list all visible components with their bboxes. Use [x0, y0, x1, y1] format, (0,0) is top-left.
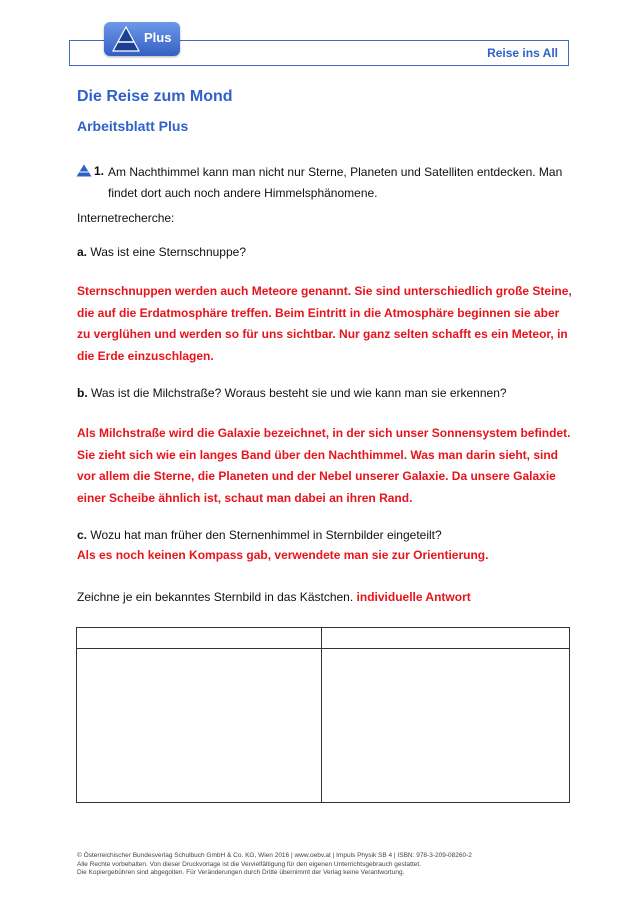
question-a-label: a. [77, 245, 88, 259]
answer-b: Als Milchstraße wird die Galaxie bezeichnet, in der sich unser Sonnensystem befindet. Sie zieht sich wie ein langes Band über den Nachthimmel. Was man darin sieht, sind vor allem die Sterne, die Planeten und der Nebel unserer Galaxie. Da unsere Galaxie einer Scheibe ähnlich ist, schaut man dabei an ihren Rand. [77, 426, 571, 505]
pyramid-logo-icon [112, 26, 140, 52]
header-title: Reise ins All [487, 46, 558, 60]
answer-c: Als es noch keinen Kompass gab, verwendete man sie zur Orientierung. [77, 548, 489, 562]
plus-logo [104, 22, 180, 56]
drawing-instruction-text: Zeichne je ein bekanntes Sternbild in das Kästchen. [77, 590, 354, 604]
task-text: Am Nachthimmel kann man nicht nur Sterne, Planeten und Satelliten entdecken. Man findet dort auch noch andere Himmelsphänomene. [108, 165, 563, 200]
table-header-divider [77, 648, 569, 649]
page-title: Die Reise zum Mond [77, 88, 233, 105]
page-subtitle: Arbeitsblatt Plus [77, 118, 189, 134]
footer-line-1: © Österreichischer Bundesverlag Schulbuch GmbH & Co. KG, Wien 2016 | www.oebv.at | Impuls Physik SB 4 | ISBN: 978-3-209-08260-2 [77, 852, 472, 859]
task-number: 1. [94, 164, 105, 178]
drawing-instruction [77, 587, 471, 608]
question-c-text: Wozu hat man früher den Sternenhimmel in Sternbilder eingeteilt? [90, 528, 442, 542]
task-pyramid-icon [76, 164, 92, 177]
footer-line-2: Alle Rechte vorbehalten. Von dieser Druckvorlage ist die Vervielfältigung für den eigenen Unterrichtsgebrauch gestattet. [77, 860, 421, 868]
question-a [77, 242, 246, 263]
drawing-table [76, 627, 570, 803]
question-c-label: c. [77, 528, 88, 542]
question-c [77, 525, 442, 546]
question-b [77, 383, 507, 404]
research-label: Internetrecherche: [77, 211, 175, 225]
drawing-answer: individuelle Antwort [356, 590, 471, 604]
answer-a: Sternschnuppen werden auch Meteore genannt. Sie sind unterschiedlich große Steine, die auf die Erdatmosphäre treffen. Beim Eintritt in die Atmosphäre beginnen sie aber zu verglühen und werden so für uns sichtbar. Nur ganz selten schafft es ein Meteor, in die Erde einzuschlagen. [77, 284, 572, 363]
table-column-divider [321, 628, 322, 802]
question-b-text: Was ist die Milchstraße? Woraus besteht sie und wie kann man sie erkennen? [91, 386, 507, 400]
question-b-label: b. [77, 386, 88, 400]
footer-line-3: Die Kopiergebühren sind abgegolten. Für Veränderungen durch Dritte übernimmt der Verlag keine Verantwortung. [77, 869, 405, 876]
footer [77, 852, 577, 878]
question-a-text: Was ist eine Sternschnuppe? [90, 245, 247, 259]
logo-text: Plus [144, 30, 172, 45]
